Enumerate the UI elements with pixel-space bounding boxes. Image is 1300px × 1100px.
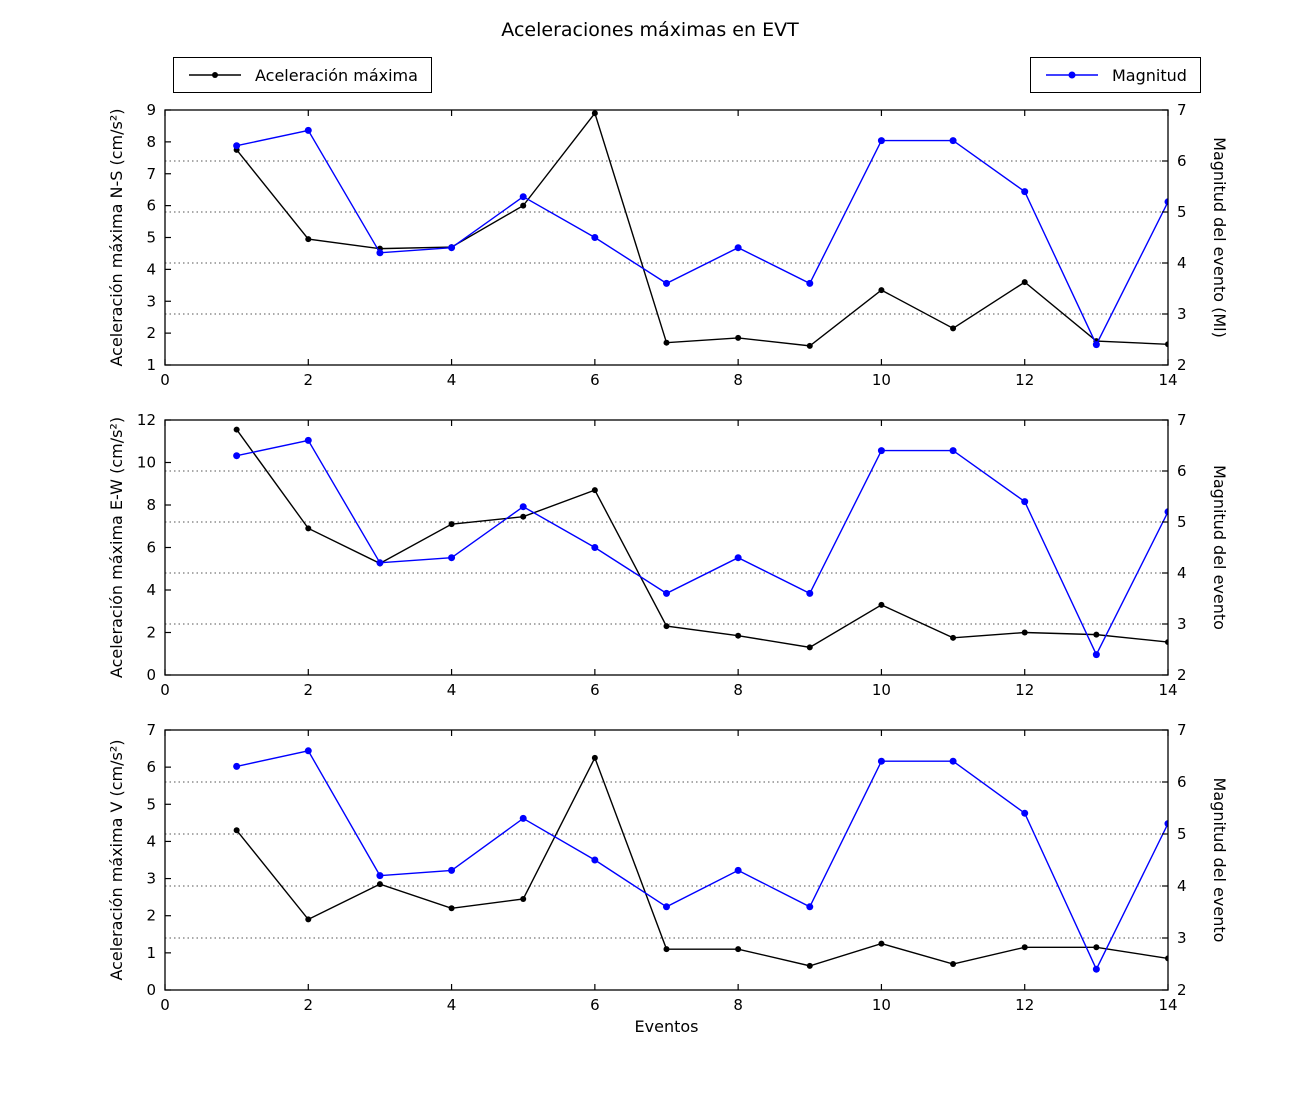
x-tick-label: 2 — [303, 996, 314, 1014]
data-point — [234, 427, 240, 433]
data-point — [1022, 630, 1028, 636]
data-point — [448, 244, 455, 251]
x-tick-label: 14 — [1158, 681, 1178, 699]
y-tick-label-left: 5 — [146, 228, 156, 247]
x-tick-label: 10 — [871, 996, 891, 1014]
data-point — [1093, 341, 1100, 348]
data-point — [376, 249, 383, 256]
data-point — [592, 755, 598, 761]
data-point — [735, 633, 741, 639]
x-tick-label: 2 — [303, 681, 314, 699]
data-point — [806, 280, 813, 287]
data-point — [1093, 651, 1100, 658]
y-tick-label-left: 2 — [146, 324, 156, 343]
data-point — [950, 137, 957, 144]
y-tick-label-left: 12 — [136, 411, 156, 429]
x-tick-label: 0 — [160, 371, 170, 389]
data-point — [377, 881, 383, 887]
data-point — [735, 244, 742, 251]
y-tick-label-right: 7 — [1177, 101, 1187, 119]
x-tick-label: 0 — [160, 681, 170, 699]
x-tick-label: 10 — [871, 371, 891, 389]
legend-acceleration-label: Aceleración máxima — [255, 65, 418, 85]
data-point — [234, 827, 240, 833]
x-tick-label: 8 — [733, 996, 743, 1014]
y-tick-label-right: 5 — [1177, 513, 1187, 531]
y-tick-label-left: 0 — [146, 666, 156, 684]
x-tick-label: 4 — [446, 996, 457, 1014]
y-tick-label-left: 8 — [146, 132, 156, 151]
legend-magnitude-label: Magnitud — [1112, 65, 1187, 85]
data-point — [663, 280, 670, 287]
data-point — [449, 521, 455, 527]
series-acceleration — [234, 755, 1171, 969]
data-point — [878, 137, 885, 144]
data-point — [1022, 279, 1028, 285]
y-tick-label-left: 1 — [146, 943, 156, 962]
data-point — [735, 335, 741, 341]
legend-magnitude — [1030, 57, 1201, 93]
x-tick-label: 6 — [590, 681, 600, 699]
data-point — [950, 325, 956, 331]
data-point — [448, 867, 455, 874]
data-point — [591, 544, 598, 551]
subplot-v — [107, 721, 1229, 1014]
data-point — [1093, 966, 1100, 973]
data-point — [448, 554, 455, 561]
data-point — [807, 343, 813, 349]
y-tick-label-left: 2 — [146, 906, 156, 925]
y-tick-label-left: 3 — [146, 869, 156, 888]
y-tick-label-left: 7 — [146, 164, 156, 183]
series-acceleration — [234, 110, 1171, 349]
x-tick-label: 4 — [446, 681, 457, 699]
data-point — [305, 525, 311, 531]
y-tick-label-left: 4 — [146, 832, 156, 851]
x-tick-label: 6 — [590, 371, 600, 389]
y-tick-label-left: 7 — [146, 721, 156, 739]
y-tick-label-right: 4 — [1177, 254, 1187, 272]
y-tick-label-left: 6 — [146, 758, 156, 777]
y-tick-label-left: 2 — [146, 623, 156, 642]
data-point — [735, 946, 741, 952]
y-tick-label-right: 3 — [1177, 929, 1187, 947]
y-tick-label-right: 2 — [1177, 666, 1187, 684]
data-point — [305, 236, 311, 242]
ylabel-right: Magnitud del evento (Ml) — [1210, 137, 1229, 338]
series-magnitude — [233, 437, 1171, 658]
data-point — [807, 963, 813, 969]
series-acceleration — [234, 427, 1171, 651]
x-tick-label: 14 — [1158, 996, 1178, 1014]
data-point — [806, 903, 813, 910]
data-point — [878, 941, 884, 947]
data-point — [950, 635, 956, 641]
data-point — [592, 487, 598, 493]
x-tick-label: 10 — [871, 681, 891, 699]
data-point — [950, 758, 957, 765]
chart-title: Aceleraciones máximas en EVT — [501, 19, 799, 41]
ylabel-right: Magnitud del evento — [1210, 465, 1229, 630]
data-point — [305, 916, 311, 922]
x-tick-label: 2 — [303, 371, 314, 389]
y-tick-label-right: 2 — [1177, 356, 1187, 374]
y-tick-label-left: 9 — [146, 101, 156, 119]
data-point — [878, 447, 885, 454]
ylabel-left: Aceleración máxima V (cm/s²) — [107, 739, 126, 981]
data-point — [520, 815, 527, 822]
data-point — [664, 946, 670, 952]
y-tick-label-right: 5 — [1177, 825, 1187, 843]
x-tick-label: 14 — [1158, 371, 1178, 389]
data-point — [950, 961, 956, 967]
y-tick-label-right: 4 — [1177, 877, 1187, 895]
data-point — [520, 503, 527, 510]
data-point — [520, 193, 527, 200]
y-tick-label-left: 6 — [146, 538, 156, 557]
data-point — [305, 127, 312, 134]
data-point — [664, 340, 670, 346]
data-point — [591, 234, 598, 241]
y-tick-label-right: 3 — [1177, 305, 1187, 323]
data-point — [520, 896, 526, 902]
x-axis-title: Eventos — [634, 1017, 699, 1036]
data-point — [806, 590, 813, 597]
data-point — [520, 514, 526, 520]
y-tick-label-left: 8 — [146, 496, 156, 514]
data-point — [950, 447, 957, 454]
legend-acceleration — [173, 57, 432, 93]
data-point — [663, 590, 670, 597]
y-tick-label-left: 4 — [146, 581, 156, 599]
data-point — [663, 903, 670, 910]
y-tick-label-left: 1 — [146, 356, 156, 374]
y-tick-label-left: 5 — [146, 795, 156, 814]
acceleration-line-marker-icon — [187, 67, 243, 83]
series-magnitude — [233, 747, 1171, 972]
data-point — [878, 287, 884, 293]
x-tick-label: 8 — [733, 681, 743, 699]
y-tick-label-right: 6 — [1177, 462, 1187, 480]
data-point — [807, 644, 813, 650]
data-point — [735, 554, 742, 561]
x-tick-label: 12 — [1015, 996, 1035, 1014]
data-point — [1022, 944, 1028, 950]
data-point — [664, 623, 670, 629]
y-tick-label-right: 6 — [1177, 773, 1187, 791]
x-tick-label: 8 — [733, 371, 743, 389]
x-tick-label: 0 — [160, 996, 170, 1014]
series-magnitude — [233, 127, 1171, 348]
y-tick-label-right: 3 — [1177, 615, 1187, 633]
ylabel-right: Magnitud del evento — [1210, 777, 1229, 943]
y-tick-label-right: 5 — [1177, 203, 1187, 221]
data-point — [233, 142, 240, 149]
x-tick-label: 4 — [446, 371, 457, 389]
data-point — [449, 905, 455, 911]
data-point — [1093, 632, 1099, 638]
data-point — [591, 857, 598, 864]
x-tick-label: 12 — [1015, 681, 1035, 699]
data-point — [305, 437, 312, 444]
y-tick-label-right: 7 — [1177, 411, 1187, 429]
y-tick-label-left: 0 — [146, 981, 156, 999]
data-point — [878, 602, 884, 608]
axes-frame — [165, 420, 1168, 675]
data-point — [1021, 498, 1028, 505]
x-tick-label: 12 — [1015, 371, 1035, 389]
data-point — [1093, 944, 1099, 950]
y-tick-label-right: 6 — [1177, 152, 1187, 170]
data-point — [878, 758, 885, 765]
subplot-ew — [107, 411, 1229, 699]
data-point — [1021, 810, 1028, 817]
data-point — [305, 747, 312, 754]
y-tick-label-left: 10 — [136, 453, 156, 472]
data-point — [520, 203, 526, 209]
data-point — [376, 559, 383, 566]
data-point — [233, 452, 240, 459]
magnitude-line-marker-icon — [1044, 67, 1100, 83]
ylabel-left: Aceleración máxima E-W (cm/s²) — [107, 416, 126, 679]
data-point — [735, 867, 742, 874]
data-point — [233, 763, 240, 770]
y-tick-label-left: 6 — [146, 196, 156, 215]
y-tick-label-right: 7 — [1177, 721, 1187, 739]
x-tick-label: 6 — [590, 996, 600, 1014]
data-point — [376, 872, 383, 879]
axes-frame — [165, 110, 1168, 365]
ylabel-left: Aceleración máxima N-S (cm/s²) — [107, 108, 126, 367]
subplot-ns — [107, 101, 1229, 389]
y-tick-label-left: 4 — [146, 260, 156, 279]
data-point — [1021, 188, 1028, 195]
y-tick-label-right: 2 — [1177, 981, 1187, 999]
y-tick-label-right: 4 — [1177, 564, 1187, 582]
y-tick-label-left: 3 — [146, 292, 156, 311]
